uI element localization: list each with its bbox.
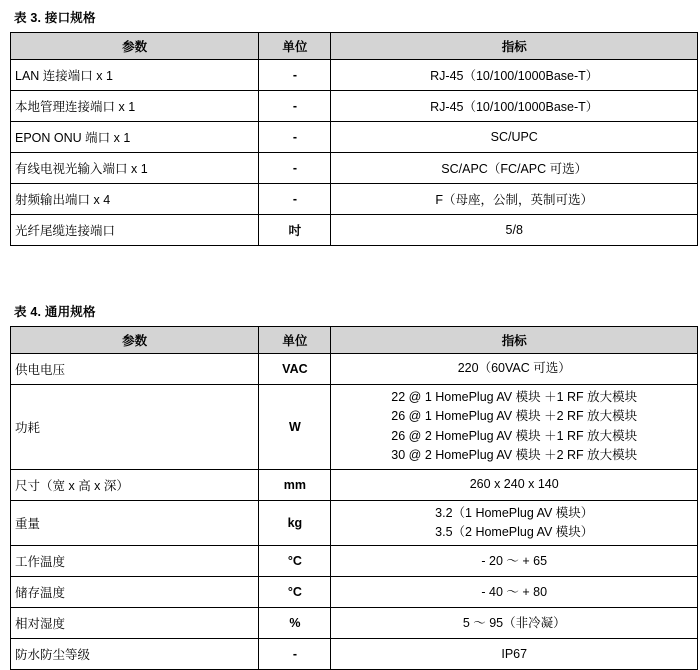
- row-param: LAN 连接端口 x 1: [11, 60, 259, 91]
- general-spec-table: [10, 326, 698, 670]
- row-param: 光纤尾缆连接端口: [11, 215, 259, 246]
- row-unit: -: [259, 153, 331, 184]
- header-spec: 指标: [331, 33, 698, 60]
- table-header-row: [11, 327, 698, 354]
- value-line: 26 @ 2 HomePlug AV 模块 ＋1 RF 放大模块: [391, 428, 638, 443]
- row-value: [331, 469, 698, 500]
- row-value: RJ-45（10/100/1000Base-T）: [331, 60, 698, 91]
- header-unit: 单位: [259, 33, 331, 60]
- table-4-caption: 表 4. 通用规格: [14, 305, 96, 319]
- row-value: F（母座，公制，英制可选）: [331, 184, 698, 215]
- table-row: [11, 153, 698, 184]
- table-row: [11, 608, 698, 639]
- row-param: 防水防尘等级: [11, 639, 259, 670]
- row-param: 功耗: [11, 385, 259, 470]
- header-param: 参数: [11, 327, 259, 354]
- row-value: [331, 354, 698, 385]
- section-spacer: [8, 246, 694, 302]
- row-unit: °C: [259, 577, 331, 608]
- value-line: 5 ～ 95（非冷凝）: [462, 615, 566, 630]
- row-value: [331, 608, 698, 639]
- value-line: 3.5（2 HomePlug AV 模块）: [435, 524, 594, 539]
- interface-spec-table: [10, 32, 698, 246]
- row-unit: mm: [259, 469, 331, 500]
- row-unit: W: [259, 385, 331, 470]
- row-value: [331, 385, 698, 470]
- value-line: - 40 ～ + 80: [481, 584, 548, 599]
- row-value: [331, 546, 698, 577]
- table-row: [11, 60, 698, 91]
- table-3-caption: 表 3. 接口规格: [14, 11, 96, 25]
- value-line: 22 @ 1 HomePlug AV 模块 ＋1 RF 放大模块: [391, 390, 638, 404]
- row-value: 5/8: [331, 215, 698, 246]
- value-line: 26 @ 1 HomePlug AV 模块 ＋2 RF 放大模块: [391, 409, 638, 424]
- row-unit: -: [259, 639, 331, 670]
- value-line: IP67: [501, 646, 528, 661]
- row-value: [331, 639, 698, 670]
- row-value: [331, 500, 698, 546]
- table-row: [11, 639, 698, 670]
- row-value: SC/UPC: [331, 122, 698, 153]
- row-param: 储存温度: [11, 577, 259, 608]
- header-param: 参数: [11, 33, 259, 60]
- row-value: [331, 577, 698, 608]
- row-unit: °C: [259, 546, 331, 577]
- row-param: 重量: [11, 500, 259, 546]
- value-line: 220（60VAC 可选）: [457, 361, 571, 376]
- row-param: 尺寸（宽 x 高 x 深）: [11, 469, 259, 500]
- row-value: RJ-45（10/100/1000Base-T）: [331, 91, 698, 122]
- table-header-row: [11, 33, 698, 60]
- table-row: [11, 385, 698, 470]
- value-line: 30 @ 2 HomePlug AV 模块 ＋2 RF 放大模块: [391, 448, 638, 463]
- value-line: - 20 ～ + 65: [481, 553, 548, 568]
- row-param: 工作温度: [11, 546, 259, 577]
- row-param: 射频输出端口 x 4: [11, 184, 259, 215]
- header-spec: 指标: [331, 327, 698, 354]
- row-param: 供电电压: [11, 354, 259, 385]
- row-unit: -: [259, 91, 331, 122]
- table-row: [11, 500, 698, 546]
- row-param: 本地管理连接端口 x 1: [11, 91, 259, 122]
- table-row: [11, 354, 698, 385]
- row-unit: VAC: [259, 354, 331, 385]
- row-value: SC/APC（FC/APC 可选）: [331, 153, 698, 184]
- value-line: 3.2（1 HomePlug AV 模块）: [435, 505, 594, 520]
- row-param: 有线电视光输入端口 x 1: [11, 153, 259, 184]
- table-row: [11, 184, 698, 215]
- table-row: [11, 215, 698, 246]
- row-unit: -: [259, 122, 331, 153]
- header-unit: 单位: [259, 327, 331, 354]
- table-row: [11, 91, 698, 122]
- row-unit: -: [259, 60, 331, 91]
- value-line: 260 x 240 x 140: [469, 476, 559, 491]
- row-unit: -: [259, 184, 331, 215]
- row-unit: kg: [259, 500, 331, 546]
- table-row: [11, 122, 698, 153]
- row-unit: 吋: [259, 215, 331, 246]
- row-param: EPON ONU 端口 x 1: [11, 122, 259, 153]
- row-param: 相对湿度: [11, 608, 259, 639]
- row-unit: %: [259, 608, 331, 639]
- table-row: [11, 546, 698, 577]
- table-row: [11, 577, 698, 608]
- table-row: [11, 469, 698, 500]
